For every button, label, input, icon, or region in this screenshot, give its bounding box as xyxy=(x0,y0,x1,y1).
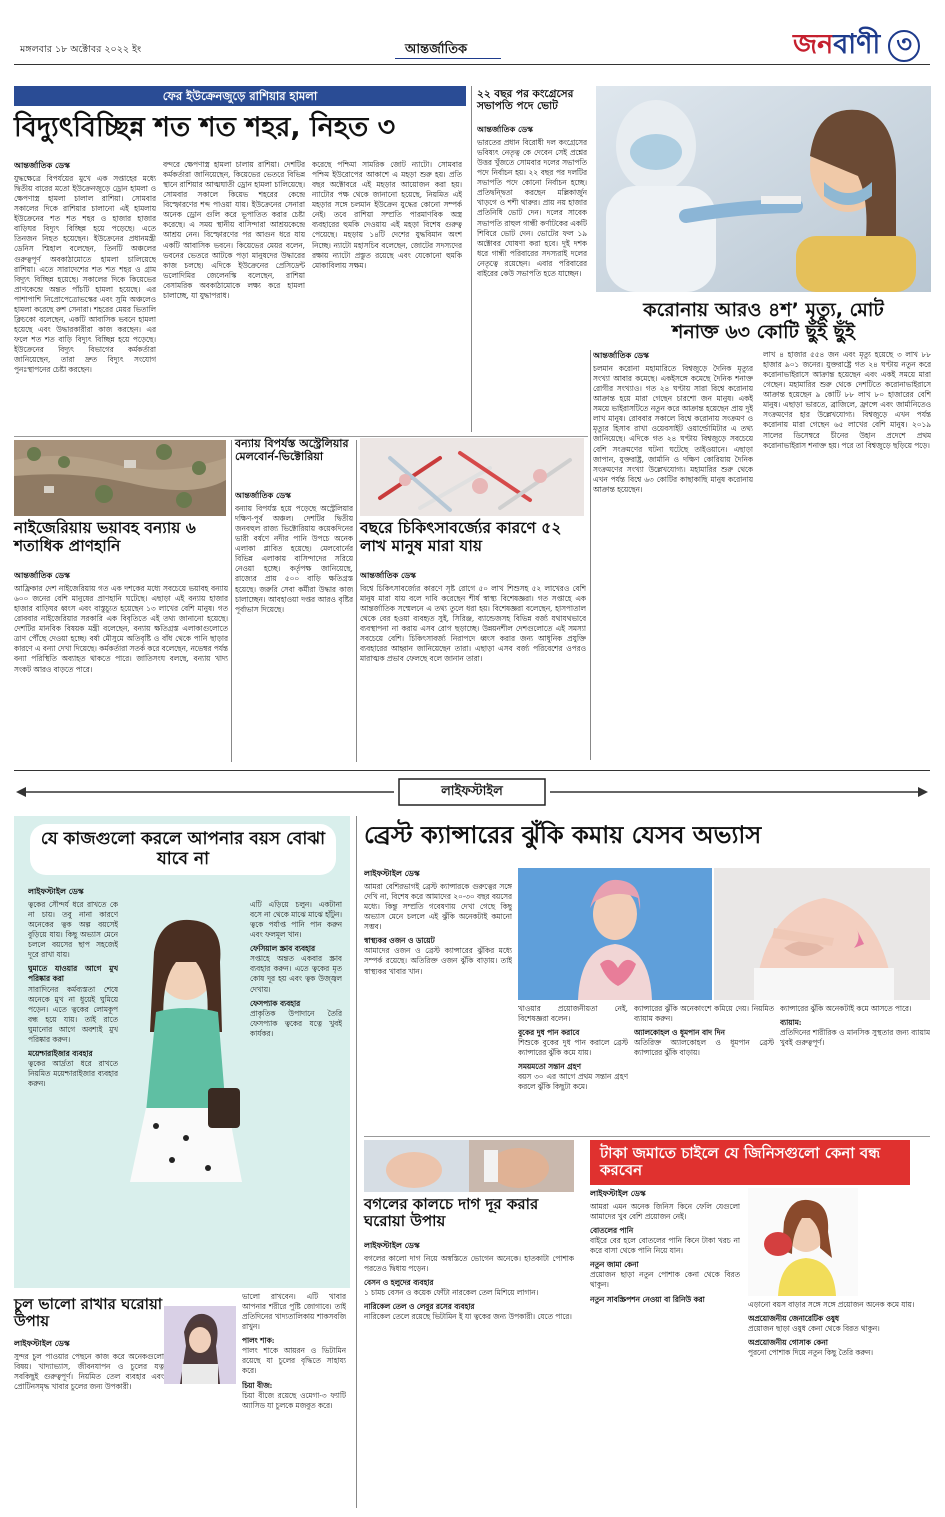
age-sub1: ঘুমাতে যাওয়ার আগে মুখ পরিষ্কার করা xyxy=(28,964,118,984)
divider-mid-2 xyxy=(356,440,357,762)
page-number: ৩ xyxy=(888,30,920,62)
russia-col3 xyxy=(312,160,462,432)
armpit-p2: নারিকেল তেলে রয়েছে ভিটামিন ই যা ত্বকের জন্য উপকারী। xyxy=(364,1312,536,1322)
age-sub4: ফেসপ্যাক ব্যবহার xyxy=(250,998,301,1008)
lifestyle-banner xyxy=(14,774,930,810)
age-headline: যে কাজগুলো করলে আপনার বয়স বোঝা যাবে না xyxy=(30,824,336,875)
age-p1: সারাদিনের কর্মব্যস্ততা শেষে অনেকে মুখ না ধুয়েই ঘুমিয়ে পড়েন। এতে ত্বকের লোমকূপ বন্ধ হয়ে যায়। তাই রাতে ঘুমানোর আগে অবশ্যই মুখ পরিষ্কার করুন। xyxy=(28,984,118,1044)
woman-scarf-illustration xyxy=(518,868,712,1000)
breast-p5: প্রতিদিনের শারীরিক ও মানসিক সুস্থতার জন্য ব্যায়াম খুবই গুরুত্বপূর্ণ। xyxy=(780,1028,930,1048)
corona-test-photo xyxy=(596,86,931,292)
logo-bani: বাণী xyxy=(833,28,881,60)
age-col1 xyxy=(28,886,118,1282)
hair-p1: পালং শাকে আয়রন ও ভিটামিন রয়েছে যা চুলের বৃদ্ধিতে সাহায্য করে। xyxy=(242,1346,346,1376)
age-p4: প্রাকৃতিক উপাদানে তৈরি ফেসপ্যাক ত্বকের যত্নে খুবই কার্যকর। xyxy=(250,1008,342,1038)
medical-body xyxy=(360,570,586,762)
corona-headline xyxy=(596,300,931,344)
russia-kicker-text: ফের ইউক্রেনজুড়ে রাশিয়ার হামলা xyxy=(162,89,318,103)
money-col1 xyxy=(590,1188,740,1508)
breast-photo-1 xyxy=(518,868,712,1000)
age-intro-text: ত্বকের সৌন্দর্য ধরে রাখতে কে না চায়। তবু নানা কারণে অনেকের ত্বক অল্প বয়সেই বুড়িয়ে যায়। কিছু অভ্যাস মেনে চললে বয়সের ছাপ সহজেই দূরে রাখা যায়। xyxy=(28,900,118,960)
breast-sub3: সময়মতো সন্তান গ্রহণ xyxy=(518,1062,581,1072)
hair-col2 xyxy=(242,1292,346,1508)
breast-sub4: অ্যালকোহল ও ধূমপান বাদ দিন xyxy=(634,1028,725,1038)
breast-p3: বয়স ৩০ এর আগে প্রথম সন্তান গ্রহণ করলে ঝুঁকি কিছুটা কমে। xyxy=(518,1072,628,1092)
divider-bottom-1 xyxy=(356,816,357,1508)
age-p3: সপ্তাহে অন্তত একবার স্ক্রাব ব্যবহার করুন। এতে ত্বকের মৃত কোষ দূর হয় এবং ত্বক উজ্জ্বল দেখায়। xyxy=(250,954,342,994)
medical-waste-illustration xyxy=(360,438,584,516)
armpit-headline: বগলের কালচে দাগ দূর করার ঘরোয়া উপায় xyxy=(364,1195,539,1231)
money-sub5: অপ্রয়োজনীয় গোসাক কেনা xyxy=(748,1338,828,1348)
armpit-p1: ১ চামচ বেসন ও কয়েক ফোঁটা নারকেল তেল মিশিয়ে লাগান। xyxy=(364,1288,539,1298)
breast-p4: অতিরিক্ত অ্যালকোহল ও ধূমপান ব্রেস্ট ক্যান্সারের ঝুঁকি বাড়ায়। xyxy=(634,1038,774,1058)
russia-desk: আন্তর্জাতিক ডেস্ক xyxy=(14,160,70,170)
breast-col1 xyxy=(364,868,512,1138)
corona-test-illustration xyxy=(596,86,931,292)
money-photo xyxy=(748,1188,858,1296)
breast-col3-text: ক্যান্সারের ঝুঁকি অনেকাংশে কমিয়ে দেয়। নিয়মিত ব্যায়াম করুন। xyxy=(634,1004,774,1024)
congress-desk: আন্তর্জাতিক ডেস্ক xyxy=(477,124,533,134)
corona-col2-text: লাখ ৪ হাজার ৫৫৪ জন এবং মৃত্যু হয়েছে ৩ লাখ ৮৮ হাজার ৯০১ জনের। যুক্তরাষ্ট্রে গত ২৪ ঘণ্টায় নতুন করে করোনাভাইরাসে আক্রান্ত হয়েছেন এবং একই সময়ে মারা গেছেন। মহামারির শুরু থেকে দেশটিতে করোনাভাইরাসে আক্রান্ত হয়েছেন ৯ কোটি ৮৮ লাখ ৮০ হাজারের বেশি মানুষ। এছাড়া ভারতে, ব্রাজিলে, ফ্রান্সে এবং জার্মানিতেও সংক্রমণের হার উল্লেখযোগ্য। বিশ্বজুড়ে এখন পর্যন্ত করোনায় মারা গেছেন ৬৫ লাখের বেশি মানুষ। ২০১৯ সালের ডিসেম্বরে চীনের উহান প্রদেশে প্রথম করোনাভাইরাস শনাক্ত হয়। পরে তা বিশ্বজুড়ে ছড়িয়ে পড়ে। xyxy=(763,350,931,450)
age-col2-text: এটি এড়িয়ে চলুন। একটানা বসে না থেকে মাঝে মাঝে হাঁটুন। ত্বকে পর্যাপ্ত পানি পান করুন এবং ফলমূল খান। xyxy=(250,900,342,940)
hair-desk: লাইফস্টাইল ডেস্ক xyxy=(14,1338,70,1348)
hair-sub2: চিয়া বীজ: xyxy=(242,1380,273,1390)
hair-body-text: সুন্দর চুল পাওয়ার পেছনে কাজ করে অনেকগুলো বিষয়। খাদ্যাভ্যাস, জীবনযাপন ও চুলের যত্ন সবকিছুই গুরুত্বপূর্ণ। নিয়মিত তেল ব্যবহার এবং প্রোটিনসমৃদ্ধ খাবার চুলের জন্য উপকারী। xyxy=(14,1352,164,1392)
hair-headline: চুল ভালো রাখার ঘরোয়া উপায় xyxy=(14,1295,163,1331)
breast-col4-text: ক্যান্সারের ঝুঁকি অনেকটাই কমে আসতে পারে। xyxy=(780,1004,912,1013)
armpit-desk: লাইফস্টাইল ডেস্ক xyxy=(364,1240,420,1250)
money-col1-text: আমরা এমন অনেক জিনিস কিনে ফেলি যেগুলো আমাদের খুব বেশি প্রয়োজন নেই। xyxy=(590,1202,740,1222)
hair-p2: চিয়া বীজে রয়েছে ওমেগা-৩ ফ্যাটি অ্যাসিড যা চুলকে মজবুত করে। xyxy=(242,1390,346,1410)
australia-headline: বন্যায় বিপর্যস্ত অস্ট্রেলিয়ার মেলবোর্ন-ভিক্টোরিয়া xyxy=(235,437,349,463)
lifestyle-top-rule xyxy=(14,770,930,771)
nigeria-body xyxy=(14,570,228,762)
corona-desk: আন্তর্জাতিক ডেস্ক xyxy=(593,350,649,360)
breast-photo-2 xyxy=(714,868,930,1000)
age-col2 xyxy=(250,900,342,1280)
hair-sub1: পালং শাক: xyxy=(242,1336,275,1346)
header-date: মঙ্গলবার ১৮ অক্টোবর ২০২২ ইং xyxy=(20,44,142,55)
hair-col1 xyxy=(14,1338,164,1508)
australia-desk: আন্তর্জাতিক ডেস্ক xyxy=(235,490,291,500)
nigeria-headline: নাইজেরিয়ায় ভয়াবহ বন্যায় ৬ শতাধিক প্রাণহানি xyxy=(14,519,196,555)
armpit-col1-text: বগলের কালো দাগ নিয়ে অস্বস্তিতে ভোগেন অনেকে। হাতকাটা পোশাক পরতেও দ্বিধায় পড়েন। xyxy=(364,1254,574,1274)
corona-headline-line1: করোনায় আরও ৪শ’ মৃত্যু, মোট xyxy=(643,299,884,321)
russia-col3-text: করেছে পশ্চিমা সামরিক জোট ন্যাটো। সোমবার পশ্চিম ইউরোপের আকাশে এ মহড়া শুরু হয়। প্রতি বছর অক্টোবরে এই মহড়ার আয়োজন করা হয়। ন্যাটোর পক্ষ থেকে জানানো হয়েছে, নিয়মিত এই মহড়ার সঙ্গে চলমান ইউক্রেন যুদ্ধের কোনো সম্পর্ক নেই। তবে রাশিয়া সম্প্রতি পারমাণবিক অস্ত্র ব্যবহারের হুমকি দেওয়ায় এই মহড়া বিশেষ গুরুত্ব পেয়েছে। মহড়ায় ১৪টি দেশের যুদ্ধবিমান অংশ নিচ্ছে। ন্যাটো মহাসচিব বলেছেন, জোটের সদস্যদের রক্ষায় ন্যাটো প্রস্তুত রয়েছে এবং যেকোনো হুমকি মোকাবিলায় সক্ষম। xyxy=(312,160,462,270)
age-desk: লাইফস্টাইল ডেস্ক xyxy=(28,886,84,896)
money-p1: বাইরে বের হলে বোতলের পানি কিনে টাকা খরচ না করে বাসা থেকে পানি নিয়ে যান। xyxy=(590,1236,740,1256)
medical-headline: বছরে চিকিৎসাবর্জ্যের কারণে ৫২ লাখ মানুষ মারা যায় xyxy=(360,519,562,555)
breast-desk: লাইফস্টাইল ডেস্ক xyxy=(364,868,420,878)
age-sub2: ময়েশ্চারাইজার ব্যবহার xyxy=(28,1048,93,1058)
money-p4: প্রয়োজন ছাড়া ওষুধ কেনা থেকে বিরত থাকুন। xyxy=(748,1324,880,1334)
hair-col2-text: ভালো রাখবেন। এটি খাবার আপনার শরীরে পুষ্টি জোগাবে। তাই প্রতিদিনের খাদ্যতালিকায় শাকসবজি রাখুন। xyxy=(242,1292,346,1332)
armpit-photo xyxy=(364,1140,574,1192)
russia-headline: বিদ্যুৎবিচ্ছিন্ন শত শত শহর, নিহত ৩ xyxy=(14,112,396,143)
flood-aerial-illustration xyxy=(14,440,226,516)
money-col2 xyxy=(748,1300,930,1508)
divider-top-1 xyxy=(471,86,472,432)
age-sub3: ফেসিয়াল স্ক্রাব ব্যবহার xyxy=(250,944,315,954)
woman-piggybank-illustration xyxy=(748,1188,858,1296)
breast-p1: আমাদের ওজন ও ব্রেস্ট ক্যান্সারের ঝুঁকির মধ্যে সম্পর্ক রয়েছে। অতিরিক্ত ওজন ঝুঁকি বাড়ায়। তাই স্বাস্থ্যকর খাবার খান। xyxy=(364,946,512,976)
armpit-col2-text: যেতে পারে। xyxy=(537,1312,572,1322)
medical-desk: আন্তর্জাতিক ডেস্ক xyxy=(360,570,416,580)
corona-headline-line2: শনাক্ত ৬৩ কোটি ছুঁই ছুঁই xyxy=(672,320,855,343)
breast-col2-text: খাওয়ার প্রয়োজনীয়তা নেই, বিশেষজ্ঞরা বলেন। xyxy=(518,1004,628,1024)
nigeria-flood-photo xyxy=(14,440,226,516)
age-p2: ত্বকের আর্দ্রতা ধরে রাখতে নিয়মিত ময়েশ্চারাইজার ব্যবহার করুন। xyxy=(28,1058,118,1089)
breast-headline: ব্রেস্ট ক্যান্সারের ঝুঁকি কমায় যেসব অভ্যাস xyxy=(364,821,762,849)
header-rule xyxy=(14,64,930,65)
divider-top-2 xyxy=(590,350,591,760)
money-sub4: অপ্রয়োজনীয় জেনারেটিক ওষুধ xyxy=(748,1314,840,1324)
breast-col2 xyxy=(518,1004,628,1134)
corona-col1 xyxy=(593,350,753,762)
divider-breast-bottom xyxy=(364,1136,930,1137)
russia-col2 xyxy=(163,160,305,432)
self-exam-illustration xyxy=(714,868,930,1000)
money-sub2: নতুন জামা কেনা xyxy=(590,1260,639,1270)
money-col2-text: এড়ানো বয়স বাড়ার সঙ্গে সঙ্গে প্রয়োজন অনেক কমে যায়। xyxy=(748,1300,915,1309)
hair-photo xyxy=(164,1306,236,1384)
russia-col1 xyxy=(14,160,156,432)
armpit-sub2: নারিকেল তেল ও লেবুর রসের ব্যবহার xyxy=(364,1302,475,1312)
money-sub1: বোতলের পানি xyxy=(590,1226,634,1236)
corona-col2 xyxy=(763,350,931,762)
woman-illustration xyxy=(116,912,256,1182)
medical-body-text: বিশ্বে চিকিৎসাবর্জ্যের কারণে সৃষ্ট রোগে ৫০ লাখ শিশুসহ ৫২ লাখেরও বেশি মানুষ মারা যায় বলে দাবি করেছেন শীর্ষ স্বাস্থ্য বিশেষজ্ঞরা। গত সপ্তাহে এক আন্তর্জাতিক সম্মেলনে এ তথ্য তুলে ধরা হয়। বিশেষজ্ঞরা বলেছেন, হাসপাতাল থেকে বের হওয়া ব্যবহৃত সুই, সিরিঞ্জ, ব্যান্ডেজসহ বিভিন্ন বর্জ্য যথাযথভাবে ব্যবস্থাপনা না করায় এসব রোগ ছড়াচ্ছে। উন্নয়নশীল দেশগুলোতে এই সমস্যা সবচেয়ে বেশি। চিকিৎসাবর্জ্য নিরাপদে ধ্বংস করার জন্য আধুনিক প্রযুক্তি ব্যবহারের আহ্বান জানিয়েছেন তারা। এছাড়া এসব বর্জ্য পরিবেশের ওপরও মারাত্মক প্রভাব ফেলছে বলে জানান তারা। xyxy=(360,584,586,664)
money-sub3: নতুন সাবস্ক্রিপশন নেওয়া বা রিনিউ করা xyxy=(590,1294,705,1304)
divider-russia-bottom xyxy=(14,436,588,437)
section-underline xyxy=(395,58,501,59)
russia-kicker xyxy=(14,86,466,106)
breast-sub5: ব্যায়াম: xyxy=(780,1018,802,1028)
section-title: আন্তর্জাতিক xyxy=(405,42,468,57)
money-headline: টাকা জমাতে চাইলে যে জিনিসগুলো কেনা বন্ধ করবেন xyxy=(590,1140,910,1185)
corona-col1-text: চলমান করোনা মহামারিতে বিশ্বজুড়ে দৈনিক মৃত্যুর সংখ্যা আবার কমেছে। একইসঙ্গে কমেছে দৈনিক শনাক্ত রোগীর সংখ্যাও। গত ২৪ ঘণ্টায় সারা বিশ্বে করোনায় আক্রান্ত হয়ে মারা গেছেন চারশো জন মানুষ। একই সময়ে ভাইরাসটিতে নতুন করে আক্রান্ত হয়েছেন প্রায় দুই লাখ মানুষ। রোববার সকালে বিশ্বে করোনায় সংক্রমণ ও মৃত্যুর হিসাব রাখা ওয়েবসাইট ওয়ার্ল্ডোমিটার এ তথ্য জানিয়েছে। এদিকে গত ২৪ ঘণ্টায় বিশ্বজুড়ে সবচেয়ে বেশি সংক্রমণের ঘটনা ঘটেছে তাইওয়ানে। এছাড়া জাপান, যুক্তরাষ্ট্র, জার্মানি ও দক্ষিণ কোরিয়ায় দৈনিক সংক্রমণের সংখ্যা উল্লেখযোগ্য। মহামারির শুরু থেকে এখন পর্যন্ত বিশ্বে ৬৩ কোটির কাছাকাছি মানুষ করোনায় আক্রান্ত হয়েছেন। xyxy=(593,364,753,494)
lifestyle-banner-label: লাইফস্টাইল xyxy=(441,784,503,799)
armpit-col1 xyxy=(364,1240,574,1508)
nigeria-body-text: আফ্রিকার দেশ নাইজেরিয়ায় গত এক দশকের মধ্যে সবচেয়ে ভয়াবহ বন্যায় ৬০০ জনের বেশি মানুষের প্রাণহানি ঘটেছে। এছাড়া এই বন্যায় হাজার হাজার বাড়িঘর ধ্বংস এবং বাস্তুচ্যুত হয়েছেন ১৩ লাখের বেশি মানুষ। গত রোববার নাইজেরিয়ার সরকারি এক বিবৃতিতে এই তথ্য জানানো হয়েছে। দেশটির মানবিক বিষয়ক মন্ত্রী বলেছেন, বন্যায় ক্ষতিগ্রস্ত এলাকাগুলোতে ত্রাণ পৌঁছে দেওয়া হচ্ছে। বর্ষা মৌসুমে অতিবৃষ্টি ও বাঁধ থেকে পানি ছাড়ার কারণে এ বন্যা দেখা দিয়েছে। কর্মকর্তারা সতর্ক করে বলেছেন, নভেম্বর পর্যন্ত বন্যা পরিস্থিতি অব্যাহত থাকতে পারে। জাতিসংঘ বলছে, বন্যায় খাদ্য সংকট আরও বাড়তে পারে। xyxy=(14,584,228,674)
australia-body xyxy=(235,490,353,760)
logo-jon: জন xyxy=(793,28,834,60)
breast-sub2: বুকের দুধ পান করাবে xyxy=(518,1028,580,1038)
hair-woman-illustration xyxy=(164,1306,236,1384)
russia-col1-text: যুদ্ধক্ষেত্রে বিপর্যয়ের মুখে এক সপ্তাহের মধ্যে দ্বিতীয় বারের মতো ইউক্রেনজুড়ে ড্রোন হামলা ও ক্ষেপণাস্ত্র হামলা চালাল রাশিয়া। সোমবার সকালের দিকে রাশিয়ার চালানো এই হামলায় ইউক্রেনের শত শত শহর ও হাজার হাজার বাড়িঘর বিদ্যুৎ বিচ্ছিন্ন হয়ে পড়েছে। এতে তিনজন নিহত হয়েছেন। ইউক্রেনের প্রধানমন্ত্রী ডেনিস শ্মিহাল বলেছেন, তিনটি অঞ্চলের গুরুত্বপূর্ণ অবকাঠামোতে হামলা চালিয়েছে রাশিয়া। এতে সারাদেশের শত শত শহর ও গ্রাম বিদ্যুৎ বিচ্ছিন্ন হয়েছে। সকালের দিকে কিয়েভের প্রাণকেন্দ্রে অন্তত পাঁচটি হামলা হয়েছে। এর পাশাপাশি নিপ্রোপেত্রোভস্কের এবং সুমি অঞ্চলেও হামলা করেছে রুশ সেনারা। শহরের মেয়র ভিতালি ক্লিচকো বলেছেন, একটি আবাসিক ভবনে হামলা হয়েছে এবং উদ্ধারকারীরা কাজ করছেন। এর ফলে শত শত বাড়ি বিদ্যুৎ বিচ্ছিন্ন হয়ে পড়েছে। ইউক্রেনের বিদ্যুৎ বিভাগের কর্মকর্তারা জানিয়েছেন, তারা দ্রুত বিদ্যুৎ সংযোগ পুনঃস্থাপনের চেষ্টা করছেন। xyxy=(14,174,156,375)
congress-body-text: ভারতের প্রধান বিরোধী দল কংগ্রেসের ভবিষ্যৎ নেতৃত্ব কে দেবেন সেই প্রশ্নের উত্তর খুঁজতে সোমবার দলের সভাপতি পদে নির্বাচন হয়। ২২ বছর পর দলটির সভাপতি পদে কোনো নির্বাচন হচ্ছে। প্রতিদ্বন্দ্বিতা করছেন মল্লিকার্জুন খাড়গে ও শশী থারুর। প্রায় নয় হাজার প্রতিনিধি ভোট দেন। দলের সাবেক সভাপতি রাহুল গান্ধী কর্ণাটকের একটি শিবিরে ভোট দেন। ভোটের ফল ১৯ অক্টোবর ঘোষণা করা হবে। দুই দশক ধরে গান্ধী পরিবারের সদস্যরাই দলের নেতৃত্বে রয়েছেন। এবার পরিবারের বাইরের কেউ সভাপতি হতে যাচ্ছেন। xyxy=(477,138,587,278)
breast-p2: শিশুকে বুকের দুধ পান করালে ব্রেস্ট ক্যান্সারের ঝুঁকি কমে যায়। xyxy=(518,1038,628,1058)
breast-col4 xyxy=(780,1004,930,1134)
breast-col3 xyxy=(634,1004,774,1134)
nigeria-desk: আন্তর্জাতিক ডেস্ক xyxy=(14,570,70,580)
logo xyxy=(793,28,920,64)
congress-body xyxy=(477,124,587,432)
money-p2: প্রয়োজন ছাড়া নতুন পোশাক কেনা থেকে বিরত থাকুন। xyxy=(590,1270,740,1290)
breast-col1-text: আমরা বেশিরভাগই ব্রেস্ট ক্যান্সারকে গুরুত্বের সঙ্গে দেখি না, বিশেষ করে আমাদের ২০-৩০ বছর বয়সের মধ্যে। কিন্তু সম্প্রতি গবেষণায় দেখা গেছে কিছু অভ্যাস মেনে চললে এই ঝুঁকি অনেকটাই কমানো সম্ভব। xyxy=(364,882,512,932)
divider-mid-1 xyxy=(231,440,232,762)
medical-waste-photo xyxy=(360,438,584,516)
money-desk: লাইফস্টাইল ডেস্ক xyxy=(590,1188,646,1198)
breast-sub1: স্বাস্থ্যকর ওজন ও ডায়েট xyxy=(364,936,435,946)
australia-body-text: বন্যায় বিপর্যস্ত হয়ে পড়েছে অস্ট্রেলিয়ার দক্ষিণ-পূর্ব অঞ্চল। দেশটির দ্বিতীয় জনবহুল রাজ্য ভিক্টোরিয়ায় কয়েকদিনের ভারী বর্ষণে নদীর পানি উপচে অনেক এলাকা প্লাবিত হয়েছে। মেলবোর্নের বিভিন্ন এলাকায় বাসিন্দাদের সরিয়ে নেওয়া হচ্ছে। কর্তৃপক্ষ জানিয়েছে, রাজ্যের প্রায় ৫০০ বাড়ি ক্ষতিগ্রস্ত হয়েছে। জরুরি সেবা কর্মীরা উদ্ধার কাজ চালাচ্ছেন। আবহাওয়া দপ্তর আরও বৃষ্টির পূর্বাভাস দিয়েছে। xyxy=(235,504,353,614)
money-p5: পুরনো পোশাক দিয়ে নতুন কিছু তৈরি করুন। xyxy=(748,1348,874,1358)
age-woman-photo xyxy=(116,912,256,1182)
armpit-illustration xyxy=(364,1140,574,1192)
congress-headline: ২২ বছর পর কংগ্রেসের সভাপতি পদে ভোট xyxy=(477,88,574,113)
russia-col2-text: বন্দরে ক্ষেপণাস্ত্র হামলা চালায় রাশিয়া। দেশটির কর্মকর্তারা জানিয়েছেন, কিয়েভের ভেতরে বিভিন্ন স্থানে রাশিয়ার আত্মঘাতী ড্রোন হামলা চালিয়েছে। সোমবার সকালে কিয়েভ শহরের কেন্দ্রে বিস্ফোরণের শব্দ পাওয়া যায়। ইউক্রেনের সেনারা অনেক ড্রোন গুলি করে ভূপাতিত করার চেষ্টা করেছে। এ সময় স্থানীয় বাসিন্দারা আশ্রয়কেন্দ্রে আশ্রয় নেন। বিস্ফোরণের পর আগুন ধরে যায় একটি আবাসিক ভবনে। কিয়েভের মেয়র বলেন, ভবনের ভেতরে আটকে পড়া মানুষদের উদ্ধারের কাজ চলছে। এদিকে ইউক্রেনের প্রেসিডেন্ট ভলোদিমির জেলেনস্কি বলেছেন, রাশিয়া বেসামরিক অবকাঠামোকে লক্ষ্য করে হামলা চালাচ্ছে, যা যুদ্ধাপরাধ। xyxy=(163,160,305,300)
armpit-sub1: বেসন ও হলুদের ব্যবহার xyxy=(364,1278,434,1288)
masthead xyxy=(0,0,945,84)
